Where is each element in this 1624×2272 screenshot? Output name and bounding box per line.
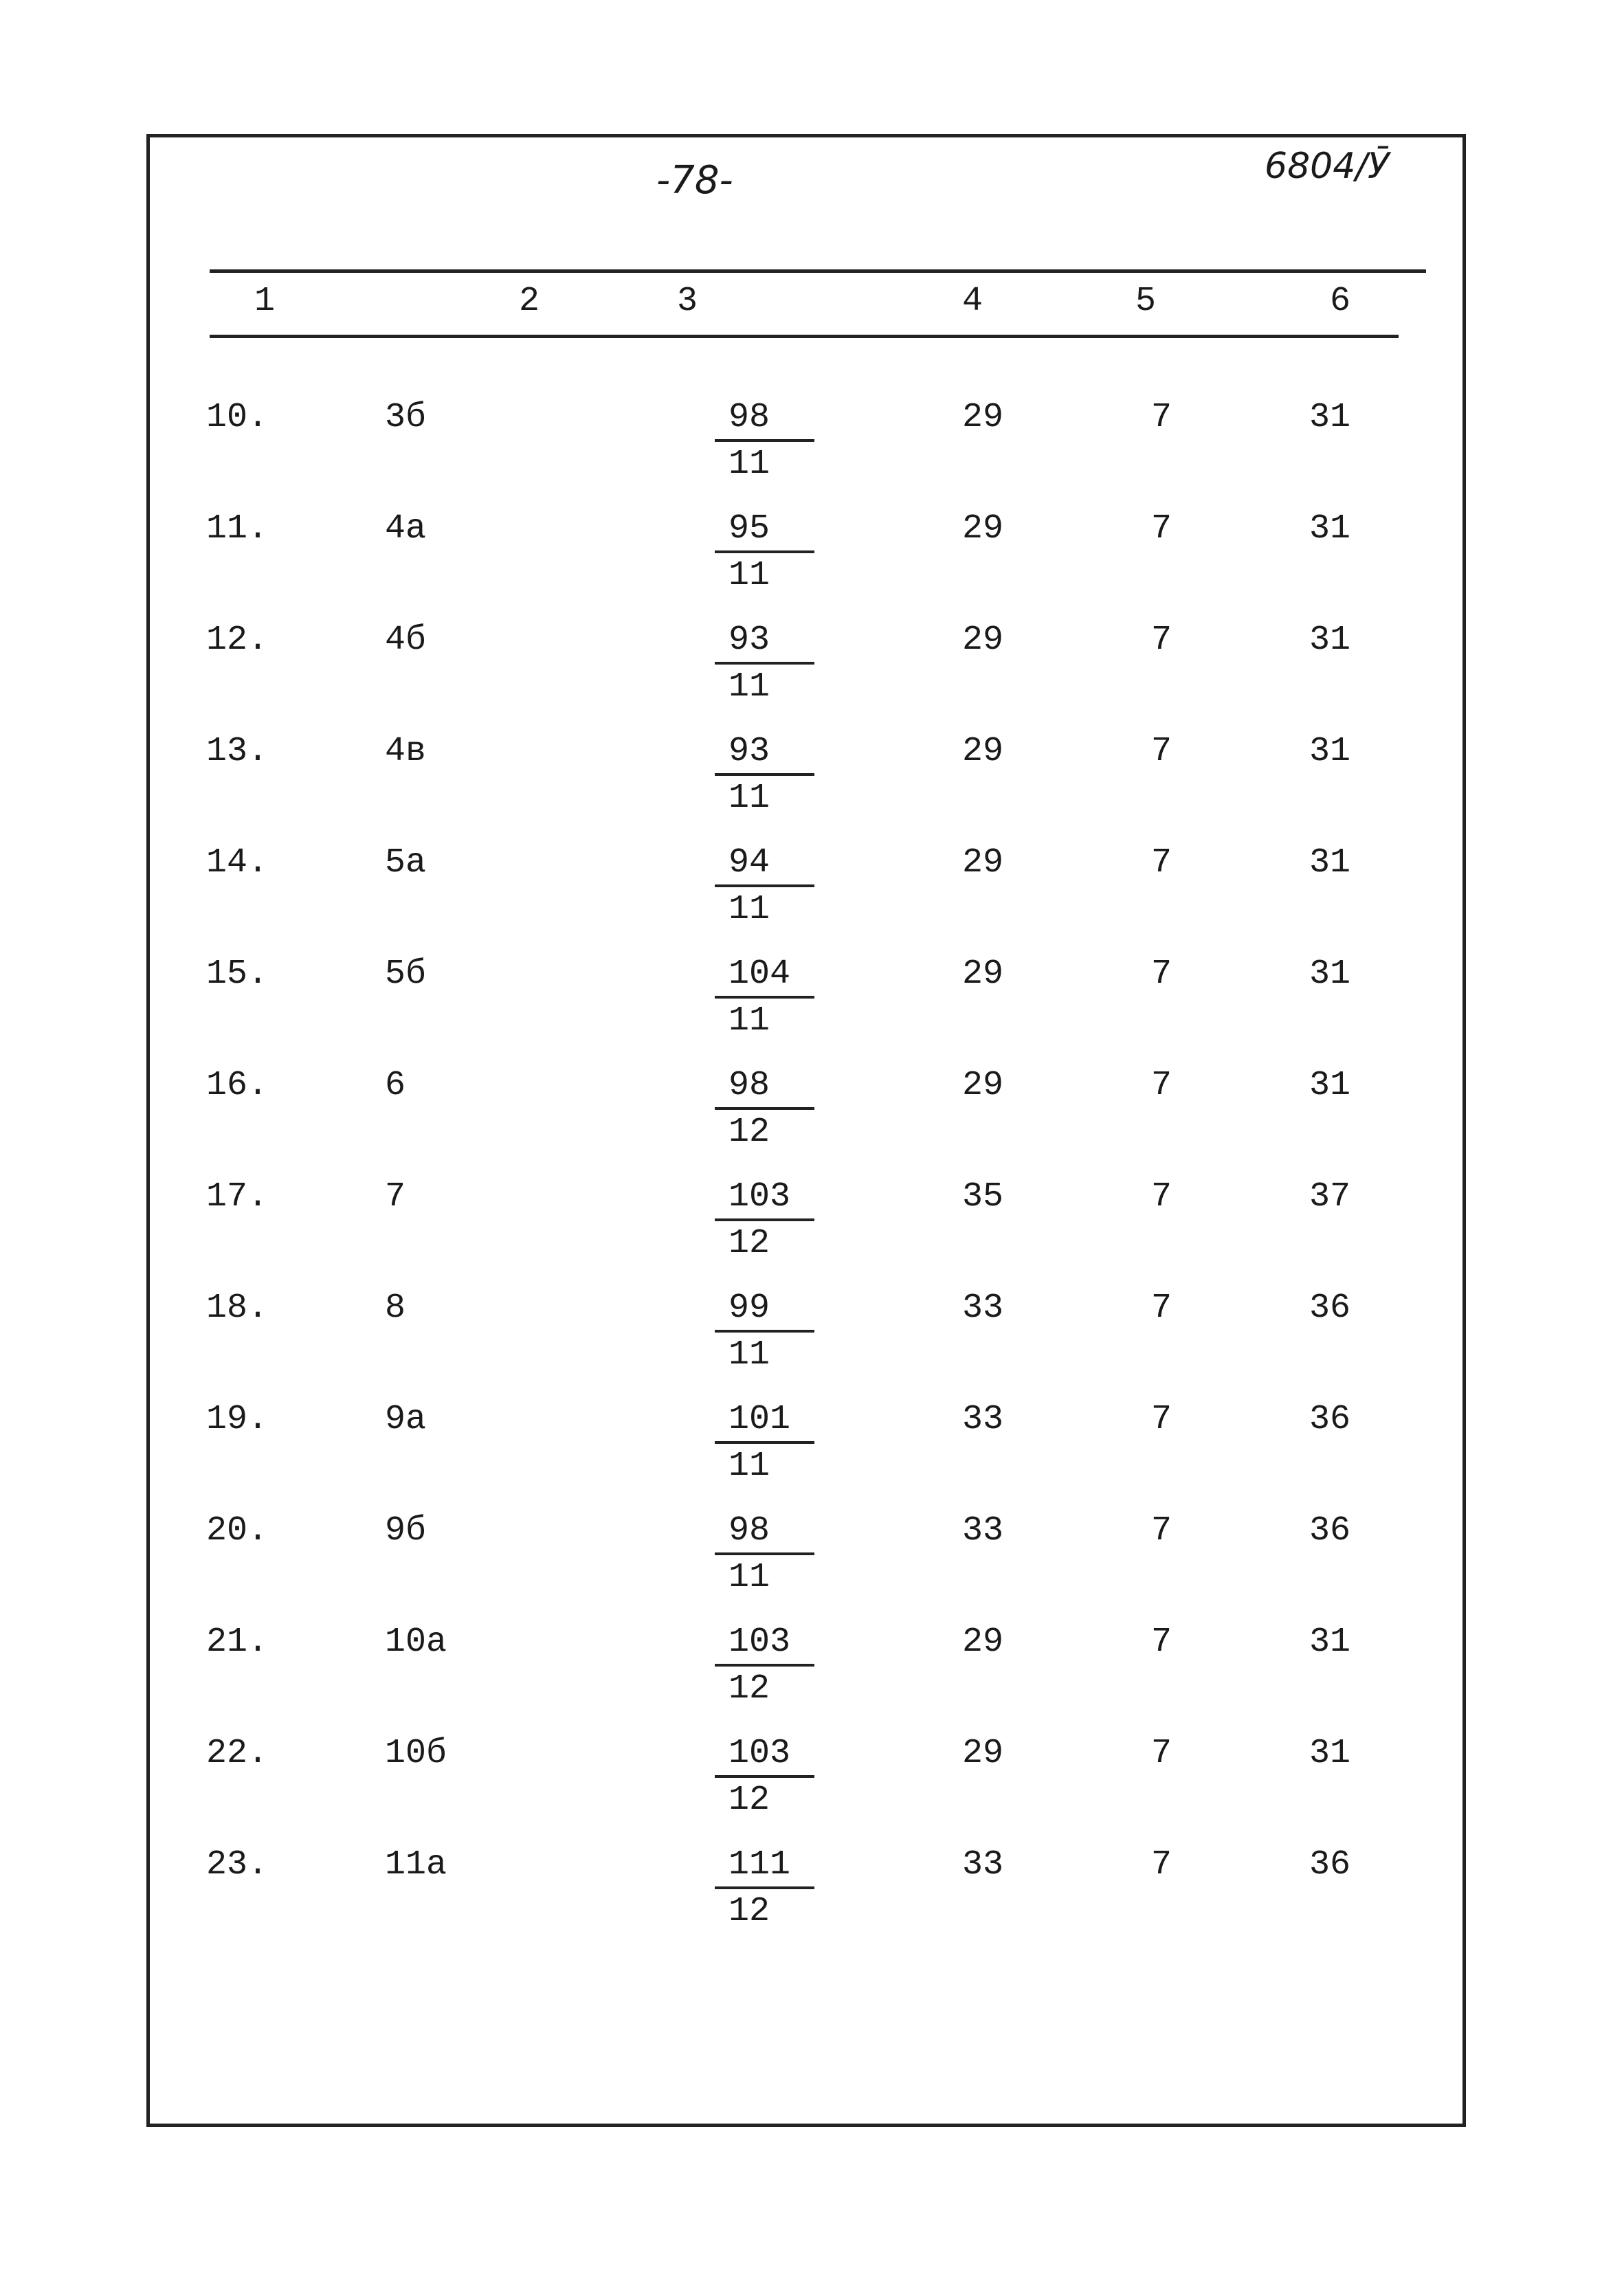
- column-header-6: 6: [1330, 282, 1351, 321]
- row-code: 4в: [385, 732, 427, 771]
- fraction-denominator: 11: [728, 1447, 770, 1486]
- fraction-denominator: 11: [728, 1558, 770, 1597]
- column-5-value: 7: [1151, 398, 1172, 437]
- fraction-numerator: 104: [728, 955, 791, 994]
- column-6-value: 31: [1309, 1623, 1351, 1662]
- column-6-value: 36: [1309, 1400, 1351, 1439]
- column-6-value: 31: [1309, 1734, 1351, 1773]
- table-row: [0, 1734, 1624, 1847]
- fraction-numerator: 98: [728, 1511, 770, 1550]
- column-6-value: 36: [1309, 1289, 1351, 1328]
- table-row: [0, 1400, 1624, 1513]
- fraction-cell: [715, 509, 818, 595]
- fraction-bar: [715, 773, 814, 776]
- column-4-value: 33: [962, 1845, 1004, 1884]
- column-4-value: 35: [962, 1177, 1004, 1216]
- fraction-bar: [715, 996, 814, 999]
- fraction-numerator: 103: [728, 1734, 791, 1773]
- fraction-numerator: 98: [728, 398, 770, 437]
- table-header-rule: [210, 335, 1399, 338]
- fraction-numerator: 95: [728, 509, 770, 548]
- row-code: 9а: [385, 1400, 427, 1439]
- row-code: 7: [385, 1177, 406, 1216]
- row-code: 5б: [385, 955, 427, 994]
- table-row: [0, 398, 1624, 511]
- row-code: 10б: [385, 1734, 447, 1773]
- fraction-numerator: 94: [728, 843, 770, 882]
- fraction-bar: [715, 1552, 814, 1555]
- fraction-cell: [715, 1291, 818, 1372]
- fraction-cell: [715, 398, 818, 484]
- fraction-denominator: 12: [728, 1892, 770, 1931]
- column-5-value: 7: [1151, 843, 1172, 882]
- column-5-value: 7: [1151, 955, 1172, 994]
- fraction-cell: [715, 1625, 818, 1706]
- row-number: 18.: [206, 1289, 269, 1328]
- fraction-bar: [715, 1886, 814, 1889]
- row-code: 4а: [385, 509, 427, 548]
- fraction-denominator: 11: [728, 667, 770, 706]
- table-row: [0, 1511, 1624, 1624]
- fraction-denominator: 11: [728, 445, 770, 484]
- fraction-denominator: 11: [728, 890, 770, 929]
- fraction-denominator: 11: [728, 1335, 770, 1374]
- column-4-value: 29: [962, 509, 1004, 548]
- row-number: 15.: [206, 955, 269, 994]
- column-4-value: 29: [962, 1066, 1004, 1105]
- column-5-value: 7: [1151, 1511, 1172, 1550]
- row-number: 13.: [206, 732, 269, 771]
- fraction-denominator: 12: [728, 1113, 770, 1152]
- fraction-denominator: 11: [728, 1001, 770, 1040]
- table-row: [0, 843, 1624, 956]
- row-number: 21.: [206, 1623, 269, 1662]
- fraction-bar: [715, 1664, 814, 1667]
- fraction-bar: [715, 1218, 814, 1221]
- fraction-cell: [715, 957, 818, 1038]
- table-row: [0, 957, 1624, 1067]
- column-5-value: 7: [1151, 1623, 1172, 1662]
- fraction-denominator: 12: [728, 1781, 770, 1820]
- table-row: [0, 1066, 1624, 1179]
- row-code: 11а: [385, 1845, 447, 1884]
- fraction-bar: [715, 662, 814, 665]
- column-header-5: 5: [1135, 282, 1157, 321]
- row-number: 23.: [206, 1845, 269, 1884]
- column-4-value: 29: [962, 843, 1004, 882]
- column-header-3: 3: [677, 282, 698, 321]
- column-4-value: 33: [962, 1289, 1004, 1328]
- column-4-value: 29: [962, 1734, 1004, 1773]
- column-5-value: 7: [1151, 732, 1172, 771]
- fraction-denominator: 12: [728, 1669, 770, 1708]
- fraction-cell: [715, 1734, 818, 1820]
- table-top-rule: [210, 269, 1426, 273]
- row-code: 5а: [385, 843, 427, 882]
- row-number: 10.: [206, 398, 269, 437]
- fraction-numerator: 93: [728, 732, 770, 771]
- table-row: [0, 1625, 1624, 1735]
- column-5-value: 7: [1151, 1066, 1172, 1105]
- column-5-value: 7: [1151, 1177, 1172, 1216]
- document-reference: 6804/Ӯ: [1265, 146, 1390, 187]
- column-6-value: 36: [1309, 1845, 1351, 1884]
- row-number: 14.: [206, 843, 269, 882]
- row-number: 22.: [206, 1734, 269, 1773]
- page-number: -78-: [656, 158, 733, 203]
- row-number: 11.: [206, 509, 269, 548]
- row-code: 3б: [385, 398, 427, 437]
- column-4-value: 29: [962, 732, 1004, 771]
- fraction-bar: [715, 1441, 814, 1444]
- fraction-cell: [715, 1177, 818, 1263]
- fraction-cell: [715, 623, 818, 704]
- fraction-denominator: 11: [728, 779, 770, 818]
- row-number: 12.: [206, 621, 269, 660]
- fraction-numerator: 111: [728, 1845, 791, 1884]
- fraction-bar: [715, 550, 814, 553]
- column-4-value: 33: [962, 1511, 1004, 1550]
- column-header-2: 2: [519, 282, 540, 321]
- fraction-numerator: 103: [728, 1623, 791, 1662]
- row-code: 6: [385, 1066, 406, 1105]
- fraction-numerator: 101: [728, 1400, 791, 1439]
- table-row: [0, 1291, 1624, 1401]
- column-4-value: 29: [962, 398, 1004, 437]
- row-code: 8: [385, 1289, 406, 1328]
- column-5-value: 7: [1151, 1845, 1172, 1884]
- column-6-value: 31: [1309, 621, 1351, 660]
- row-number: 17.: [206, 1177, 269, 1216]
- column-6-value: 37: [1309, 1177, 1351, 1216]
- column-6-value: 36: [1309, 1511, 1351, 1550]
- column-4-value: 33: [962, 1400, 1004, 1439]
- fraction-denominator: 11: [728, 556, 770, 595]
- fraction-cell: [715, 843, 818, 929]
- column-5-value: 7: [1151, 1734, 1172, 1773]
- fraction-numerator: 103: [728, 1177, 791, 1216]
- column-header-1: 1: [254, 282, 276, 321]
- column-6-value: 31: [1309, 732, 1351, 771]
- row-number: 16.: [206, 1066, 269, 1105]
- column-4-value: 29: [962, 955, 1004, 994]
- fraction-denominator: 12: [728, 1224, 770, 1263]
- row-number: 20.: [206, 1511, 269, 1550]
- row-code: 4б: [385, 621, 427, 660]
- column-6-value: 31: [1309, 843, 1351, 882]
- column-6-value: 31: [1309, 398, 1351, 437]
- table-row: [0, 732, 1624, 845]
- fraction-numerator: 99: [728, 1289, 770, 1328]
- fraction-cell: [715, 1511, 818, 1597]
- fraction-cell: [715, 1845, 818, 1931]
- table-row: [0, 1845, 1624, 1958]
- row-number: 19.: [206, 1400, 269, 1439]
- fraction-bar: [715, 1107, 814, 1110]
- column-4-value: 29: [962, 621, 1004, 660]
- column-5-value: 7: [1151, 1400, 1172, 1439]
- fraction-cell: [715, 1066, 818, 1152]
- row-code: 9б: [385, 1511, 427, 1550]
- fraction-cell: [715, 732, 818, 818]
- table-row: [0, 509, 1624, 622]
- column-6-value: 31: [1309, 509, 1351, 548]
- fraction-cell: [715, 1400, 818, 1486]
- column-6-value: 31: [1309, 955, 1351, 994]
- column-5-value: 7: [1151, 621, 1172, 660]
- fraction-bar: [715, 439, 814, 442]
- column-5-value: 7: [1151, 1289, 1172, 1328]
- fraction-bar: [715, 1775, 814, 1778]
- column-header-4: 4: [962, 282, 983, 321]
- table-row: [0, 623, 1624, 733]
- table-row: [0, 1177, 1624, 1290]
- fraction-bar: [715, 1330, 814, 1333]
- column-6-value: 31: [1309, 1066, 1351, 1105]
- fraction-numerator: 93: [728, 621, 770, 660]
- column-4-value: 29: [962, 1623, 1004, 1662]
- column-5-value: 7: [1151, 509, 1172, 548]
- row-code: 10а: [385, 1623, 447, 1662]
- fraction-bar: [715, 884, 814, 887]
- fraction-numerator: 98: [728, 1066, 770, 1105]
